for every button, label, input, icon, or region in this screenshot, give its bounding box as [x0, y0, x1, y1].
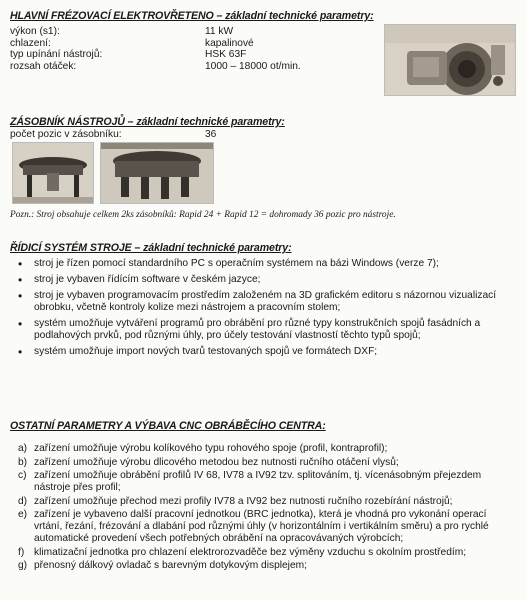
magazine-params — [10, 129, 390, 141]
spindle-param-row — [10, 26, 390, 38]
bullet-icon: • — [18, 273, 23, 287]
list-item — [10, 496, 515, 508]
param-value: 11 kW — [205, 26, 234, 37]
list-item — [16, 258, 512, 270]
magazine-heading: ZÁSOBNÍK NÁSTROJŮ – základní technické parametry: — [10, 116, 285, 128]
magazine-photo-left-graphic — [13, 143, 93, 203]
param-key: rozsah otáček: — [10, 60, 77, 72]
magazine-photo-right-graphic — [101, 143, 213, 203]
magazine-param-row — [10, 129, 390, 141]
list-marker: e) — [18, 509, 28, 520]
list-item-text: stroj je řízen pomocí standardního PC s operačním systémem na bázi Windows (verze 7); — [34, 258, 439, 269]
param-key: chlazení: — [10, 37, 51, 49]
list-item-text: systém umožňuje import nových tvarů testovaných spojů ve formátech DXF; — [34, 346, 378, 357]
list-item-text: stroj je vybaven řídícím software v českém jazyce; — [34, 274, 261, 285]
list-marker: c) — [18, 470, 27, 481]
list-item — [10, 509, 515, 545]
control-heading: ŘÍDICÍ SYSTÉM STROJE – základní technické parametry: — [10, 242, 292, 254]
list-marker: g) — [18, 560, 28, 571]
spindle-param-row — [10, 61, 390, 73]
bullet-icon: • — [18, 289, 23, 303]
spindle-param-row — [10, 38, 390, 50]
list-marker: d) — [18, 495, 28, 507]
spindle-photo-graphic — [385, 25, 515, 95]
spindle-photo — [384, 24, 516, 96]
list-item-text: zařízení umožňuje přechod mezi profily IV78 a IV92 bez nutnosti ručního rozebírání nástrojů; — [34, 495, 453, 507]
bullet-icon: • — [18, 257, 23, 271]
list-item-text: zařízení umožňuje obrábění profilů IV 68, IV78 a IV92 tzv. splitováním, tj. vícenásobným přejezdem nástroje přes profil; — [34, 470, 482, 493]
param-value: HSK 63F — [205, 49, 247, 61]
param-value: 36 — [205, 129, 217, 140]
list-item — [16, 274, 512, 286]
list-item-text: přenosný dálkový ovladač s barevným dotykovým displejem; — [34, 560, 307, 571]
other-heading: OSTATNÍ PARAMETRY A VÝBAVA CNC OBRÁBĚCÍHO CENTRA: — [10, 420, 326, 432]
magazine-photo-left — [12, 142, 94, 204]
list-item — [16, 290, 512, 314]
list-item — [16, 318, 512, 342]
control-list — [16, 258, 512, 362]
bullet-icon: • — [18, 345, 23, 359]
param-key: počet pozic v zásobníku: — [10, 129, 122, 140]
list-item — [10, 470, 515, 494]
list-item-text: zařízení je vybaveno další pracovní jednotkou (BRC jednotka), která je vhodná pro vykonání operací vrtání, řezání, frézování a dlabání pod různými úhly (v horizontálním i vertikálním směru) a pro rychlé automatické provedení všech potřebných obrábění na opracovávaných výrobcích; — [34, 509, 489, 544]
list-item-text: systém umožňuje vytváření programů pro obrábění pro různé typy konstrukčních spojů fasádních a podlahových prvků, pod různými úhly, pro účely testování vlastností těchto typů spojů; — [34, 318, 481, 341]
param-value: kapalinové — [205, 37, 254, 49]
list-marker: a) — [18, 443, 28, 454]
list-item-text: klimatizační jednotka pro chlazení elektrorozvaděče bez výměny vzduchu s okolním prostředím; — [34, 546, 467, 558]
spindle-param-row — [10, 49, 390, 61]
spindle-params — [10, 26, 390, 72]
other-list — [10, 443, 515, 574]
param-key: typ upínání nástrojů: — [10, 49, 103, 61]
list-item — [16, 346, 512, 358]
list-item — [10, 443, 515, 455]
list-item — [10, 547, 515, 559]
list-item — [10, 457, 515, 469]
magazine-photo-right — [100, 142, 214, 204]
param-key: výkon (s1): — [10, 26, 60, 37]
magazine-note: Pozn.: Stroj obsahuje celkem 2ks zásobníků: Rapid 24 + Rapid 12 = dohromady 36 pozic pro nástroje. — [10, 210, 396, 220]
list-item-text: stroj je vybaven programovacím prostředím založeném na 3D grafickém editoru s názornou vizualizací obrobku, včetně kontroly kolize mezi nástrojem a pracovním stolem; — [34, 290, 497, 313]
list-item — [10, 560, 515, 572]
list-marker: b) — [18, 456, 28, 468]
list-marker: f) — [18, 546, 25, 558]
list-item-text: zařízení umožňuje výrobu dlicového metodou bez nutnosti ručního otáčení vlysů; — [34, 456, 399, 468]
bullet-icon: • — [18, 317, 23, 331]
spindle-heading: HLAVNÍ FRÉZOVACÍ ELEKTROVŘETENO – základní technické parametry: — [10, 10, 374, 22]
list-item-text: zařízení umožňuje výrobu kolíkového typu rohového spoje (profil, kontraprofil); — [34, 443, 388, 454]
param-value: 1000 – 18000 ot/min. — [205, 60, 301, 72]
